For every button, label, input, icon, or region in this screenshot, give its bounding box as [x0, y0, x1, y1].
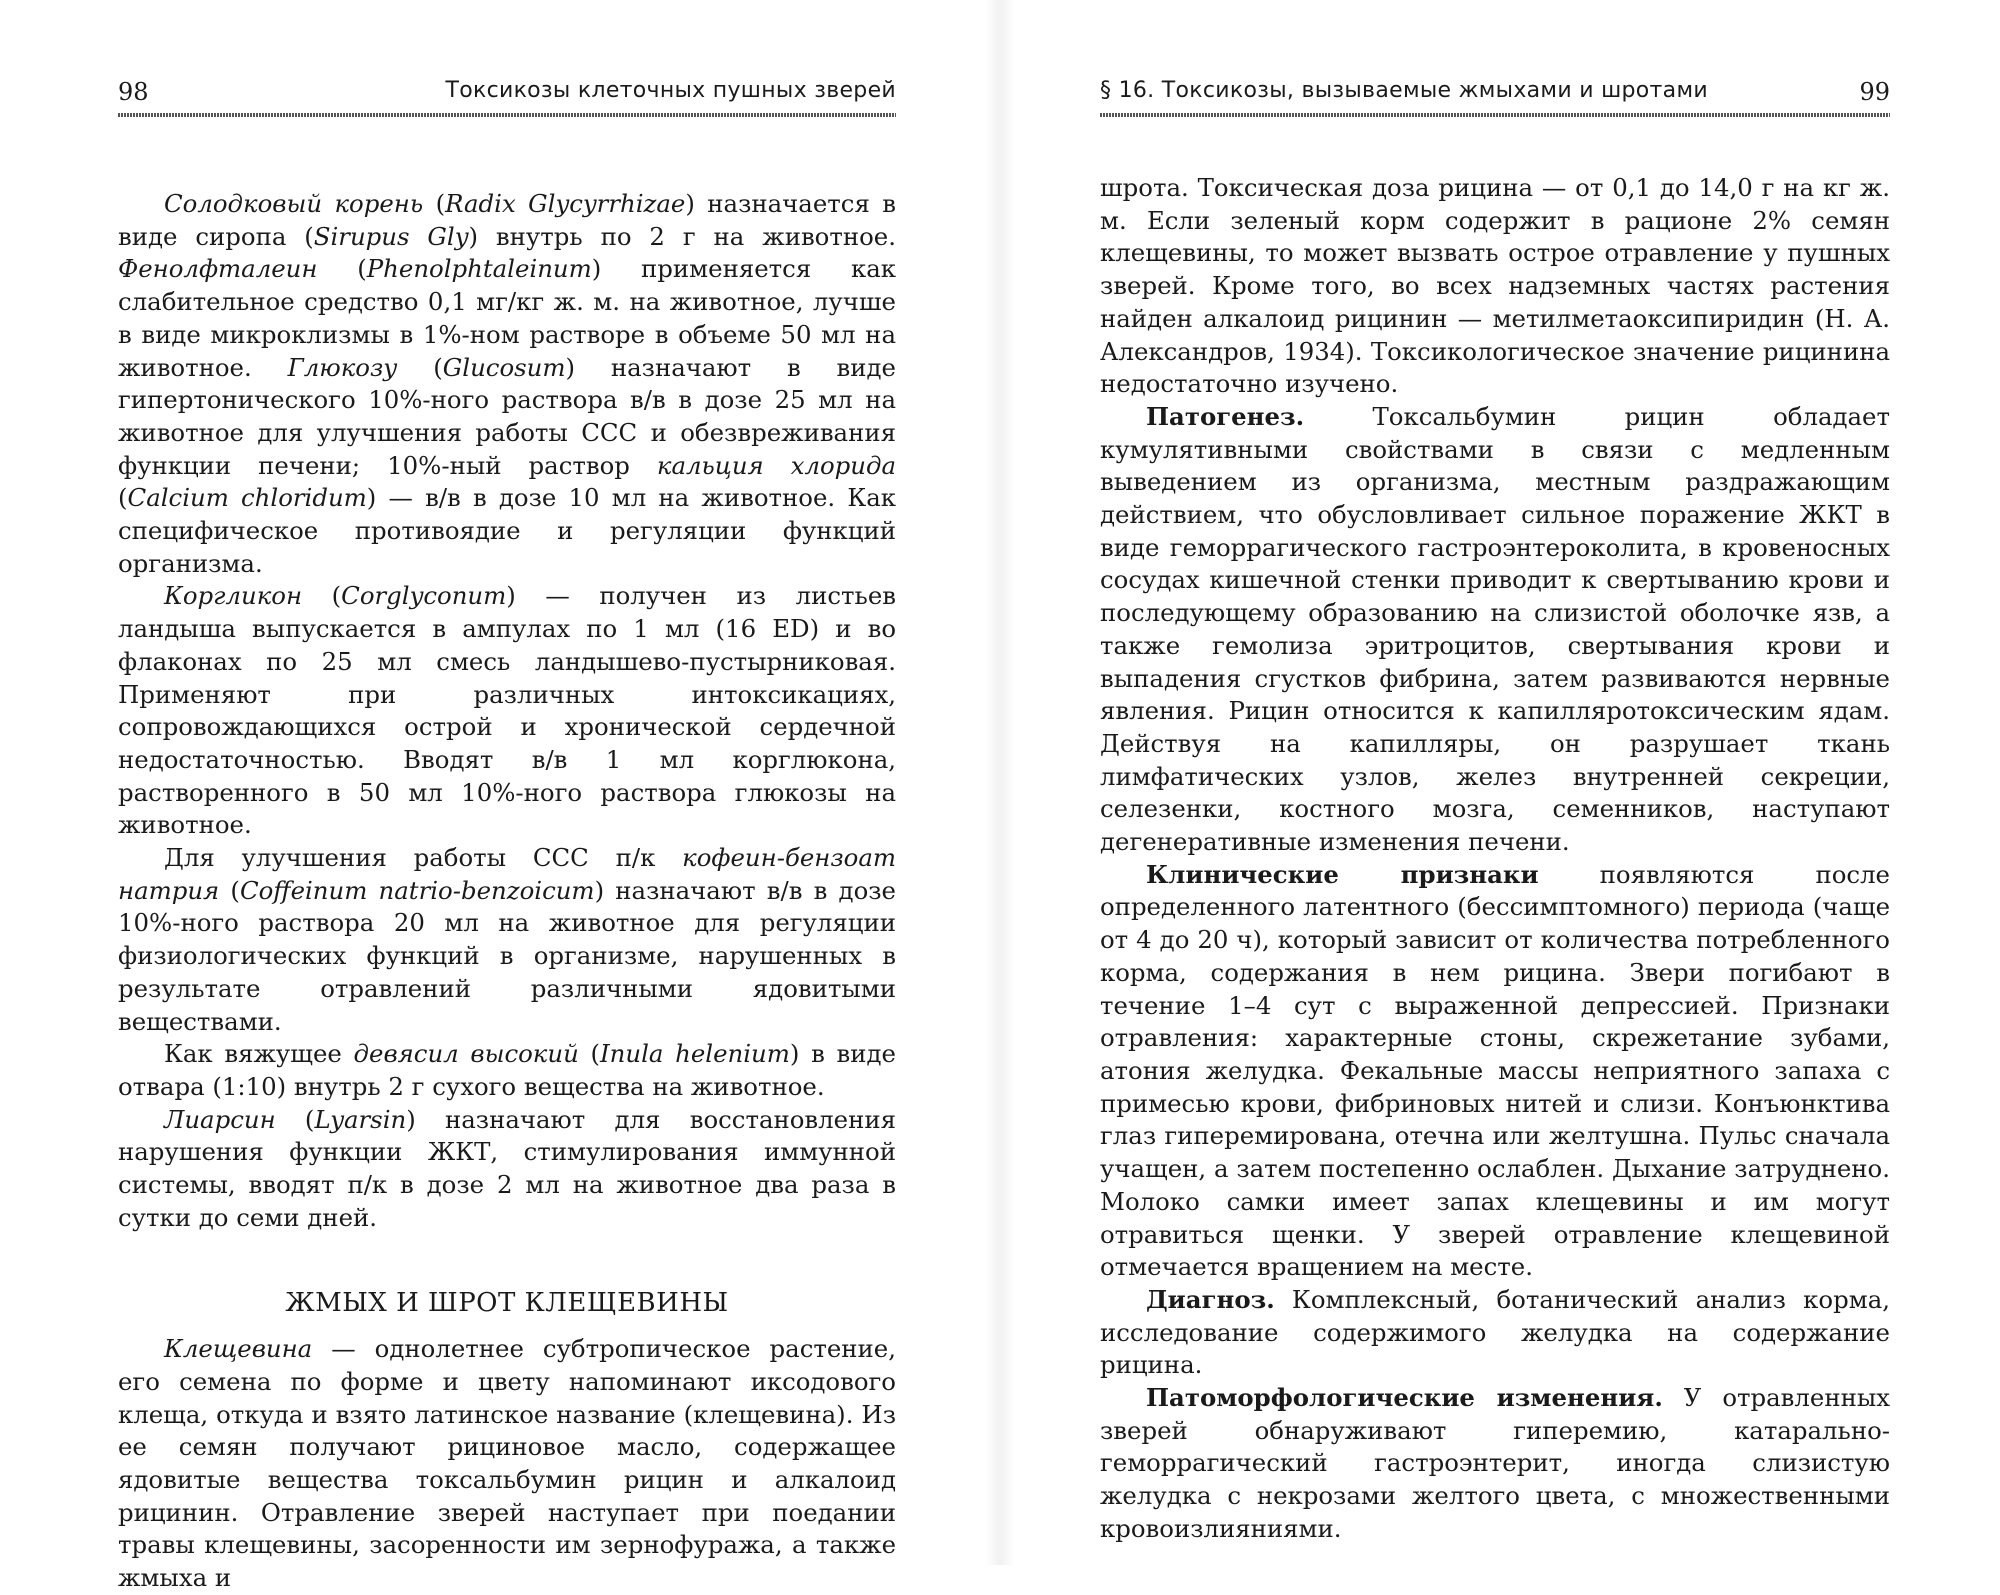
italic-term: Corglyconum: [341, 581, 507, 611]
paragraph: шрота. Токсическая доза рицина — от 0,1 до 14,0 г на кг ж. м. Если зеленый корм содержит в рационе 2% семян клещевины, то может вызвать острое отравление у пушных зверей. Кроме того, во всех надземных частях растения найден алкалоид рицинин — метилметаоксипиридин (Н. А. Александров, 1934). Токсикологическое значение рицинина недостаточно изучено.: [1100, 173, 1890, 399]
right-header-rule: [1100, 113, 1890, 117]
italic-term: Radix Glycyrrhizae: [445, 189, 686, 218]
italic-term: Lyarsin: [314, 1104, 407, 1134]
italic-term: Phenolphtaleinum: [366, 254, 592, 284]
left-header-title: Токсикозы клеточных пушных зверей: [445, 78, 896, 103]
bold-run-in-heading: Диагноз.: [1146, 1284, 1275, 1314]
left-page-number: 98: [118, 78, 149, 106]
left-page: [0, 0, 990, 1593]
left-running-header: [118, 78, 896, 114]
italic-term: Глюкозу: [287, 352, 398, 382]
paragraph: Для улучшения работы ССС п/к кофеин-бензоат натрия (Coffeinum natrio-benzoicum) назначают в/в в дозе 10%-ного раствора 20 мл на животное для регуляции физиологических функций в организме, нарушенных в результате отравлений различными ядовитыми веществами.: [118, 843, 896, 1036]
paragraph: Лиарсин (Lyarsin) назначают для восстановления нарушения функции ЖКТ, стимулирования иммунной системы, вводят п/к в дозе 2 мл на животное два раза в сутки до семи дней.: [118, 1104, 896, 1232]
paragraph: Патогенез. Токсальбумин рицин обладает кумулятивными свойствами в связи с медленным выведением из организма, местным раздражающим действием, что обусловливает сильное поражение ЖКТ в виде геморрагического гастроэнтероколита, в кровеносных сосудах кишечной стенки приводит к свертыванию крови и последующему образованию на слизистой оболочке язв, а также гемолиза эритроцитов, свертывания крови и выпадения сгустков фибрина, затем развиваются нервные явления. Рицин относится к капилляротоксическим ядам. Действуя на капилляры, он разрушает ткань лимфатических узлов, желез внутренней секреции, селезенки, костного мозга, семенников, наступают дегенеративные изменения печени.: [1100, 401, 1890, 857]
italic-term: Клещевина: [164, 1334, 313, 1364]
italic-term: кофеин-бензоат натрия: [118, 843, 896, 905]
section-heading: ЖМЫХ И ШРОТ КЛЕЩЕВИНЫ: [285, 1287, 729, 1318]
right-page: [1010, 0, 2000, 1565]
italic-term: девясил высокий: [353, 1039, 579, 1069]
italic-term: Coffeinum natrio-benzoicum: [239, 875, 595, 905]
left-header-rule: [118, 113, 896, 117]
right-page-number: 99: [1859, 78, 1890, 106]
italic-term: Солодковый корень: [164, 189, 424, 218]
italic-term: Лиарсин: [164, 1104, 276, 1134]
bold-run-in-heading: Патогенез.: [1146, 401, 1305, 431]
left-page-body: [118, 188, 896, 1595]
italic-term: Фенолфталеин: [118, 254, 318, 284]
italic-term: Sirupus Gly: [313, 221, 469, 251]
right-running-header: [1100, 78, 1890, 114]
paragraph: Как вяжущее девясил высокий (Inula helenium) в виде отвара (1:10) внутрь 2 г сухого вещества на животное.: [118, 1039, 896, 1101]
right-page-body: [1100, 172, 1890, 1546]
paragraph: Коргликон (Corglyconum) — получен из листьев ландыша выпускается в ампулах по 1 мл (16 ED) и во флаконах по 25 мл смесь ландышево-пустырниковая. Применяют при различных интоксикациях, сопровождающихся острой и хронической сердечной недостаточностью. Вводят в/в 1 мл корглюкона, растворенного в 50 мл 10%-ного раствора глюкозы на животное.: [118, 581, 896, 840]
italic-term: кальция хлорида: [656, 450, 896, 480]
paragraph: Диагноз. Комплексный, ботанический анализ корма, исследование содержимого желудка на содержание рицина.: [1100, 1284, 1890, 1380]
italic-term: Calcium chloridum: [127, 483, 367, 513]
italic-term: Glucosum: [442, 352, 566, 382]
bold-run-in-heading: Патоморфологические изменения.: [1146, 1383, 1663, 1413]
paragraph: Клинические признаки появляются после определенного латентного (бессимптомного) периода (чаще от 4 до 20 ч), который зависит от количества потребленного корма, содержания в нем рицина. Звери погибают в течение 1–4 сут с выраженной депрессией. Признаки отравления: характерные стоны, скрежетание зубами, атония желудка. Фекальные массы неприятного запаха с примесью крови, фибриновых нитей и слизи. Конъюнктива глаз гиперемирована, отечна или желтушна. Пульс сначала учащен, а затем постепенно ослаблен. Дыхание затруднено. Молоко самки имеет запах клещевины и им могут отравиться щенки. У зверей отравление клещевиной отмечается вращением на месте.: [1100, 859, 1890, 1282]
right-header-title: § 16. Токсикозы, вызываемые жмыхами и шротами: [1100, 78, 1708, 103]
bold-run-in-heading: Клинические признаки: [1146, 859, 1539, 889]
italic-term: Коргликон: [164, 581, 303, 611]
paragraph: Клещевина — однолетнее субтропическое растение, его семена по форме и цвету напоминают иксодового клеща, откуда и взято латинское название (клещевина). Из ее семян получают рициновое масло, содержащее ядовитые вещества токсальбумин рицин и алкалоид рицинин. Отравление зверей наступает при поедании травы клещевины, засоренности им зернофуража, а также жмыха и: [118, 1334, 896, 1593]
italic-term: Inula helenium: [600, 1039, 790, 1069]
paragraph: Патоморфологические изменения. У отравленных зверей обнаруживают гиперемию, катарально-геморрагический гастроэнтерит, иногда слизистую желудка с некрозами желтого цвета, с множественными кровоизлияниями.: [1100, 1383, 1890, 1543]
paragraph: Солодковый корень (Radix Glycyrrhizae) назначается в виде сиропа (Sirupus Gly) внутрь по 2 г на животное. Фенолфталеин (Phenolphtaleinum) применяется как слабительное средство 0,1 мг/кг ж. м. на животное, лучше в виде микроклизмы в 1%-ном растворе в объеме 50 мл на животное. Глюкозу (Glucosum) назначают в виде гипертонического 10%-ного раствора в/в в дозе 25 мл на животное для улучшения работы ССС и обезвреживания функции печени; 10%-ный раствор кальция хлорида (Calcium chloridum) — в/в в дозе 10 мл на животное. Как специфическое противоядие и регуляции функций организма.: [118, 189, 896, 578]
